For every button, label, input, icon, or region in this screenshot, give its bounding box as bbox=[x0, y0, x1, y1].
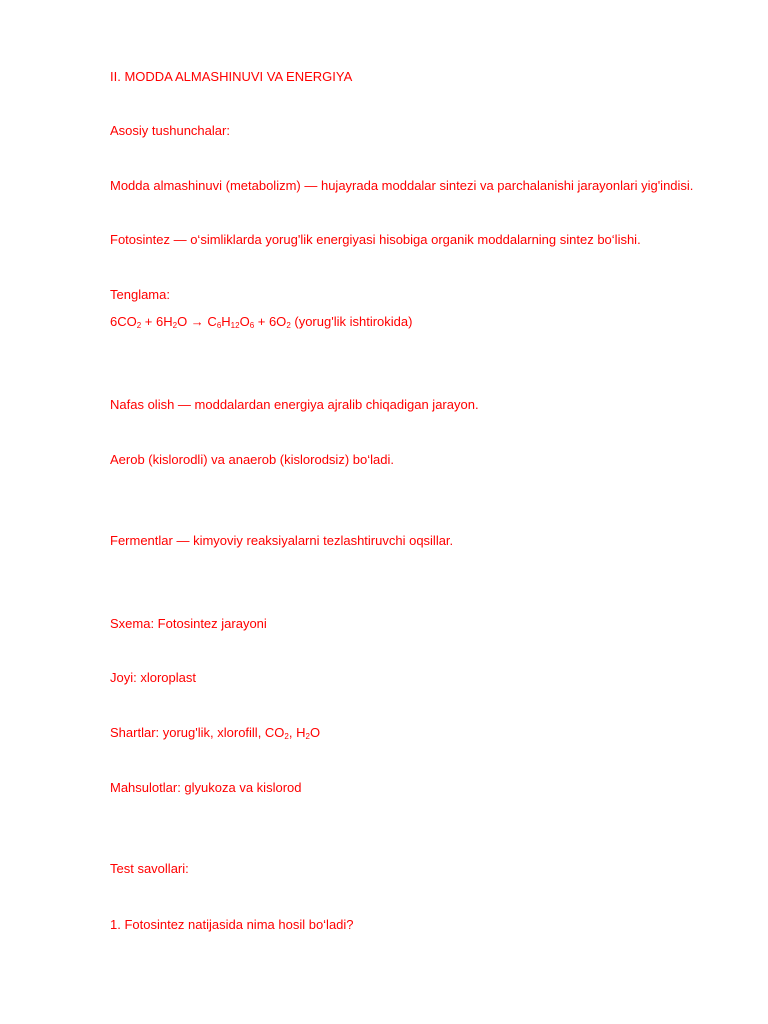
conditions-h2o-subscript: 2 bbox=[305, 732, 310, 741]
basics-heading: Asosiy tushunchalar: bbox=[110, 123, 230, 138]
respiration-types: Aerob (kislorodli) va anaerob (kislorodsiz) bo‘ladi. bbox=[110, 452, 394, 467]
equation-water-prefix: + 6H bbox=[141, 314, 173, 329]
equation-carbon-subscript: 6 bbox=[216, 321, 222, 330]
scheme-title: Sxema: Fotosintez jarayoni bbox=[110, 616, 267, 631]
equation-co2: 6CO bbox=[110, 314, 137, 329]
products-line: Mahsulotlar: glyukoza va kislorod bbox=[110, 780, 302, 795]
test-heading: Test savollari: bbox=[110, 861, 189, 876]
enzymes-definition: Fermentlar — kimyoviy reaksiyalarni tezlashtiruvchi oqsillar. bbox=[110, 533, 454, 548]
metabolism-definition: Modda almashinuvi (metabolizm) — hujayrada moddalar sintezi va parchalanishi jarayonlari yig'indisi. bbox=[110, 178, 694, 193]
conditions-co2-subscript: 2 bbox=[284, 732, 289, 741]
conditions-line bbox=[110, 725, 320, 741]
conditions-suffix: O bbox=[309, 725, 321, 740]
question-1: 1. Fotosintez natijasida nima hosil bo‘ladi? bbox=[110, 917, 354, 932]
equation-note: (yorug'lik ishtirokida) bbox=[290, 314, 413, 329]
photosynthesis-definition: Fotosintez — o‘simliklarda yorug'lik energiyasi hisobiga organik moddalarning sintez bo‘lishi. bbox=[110, 232, 641, 247]
equation-o2: + 6O bbox=[254, 314, 287, 329]
location-line: Joyi: xloroplast bbox=[110, 670, 196, 685]
equation-oxygen: O bbox=[239, 314, 250, 329]
equation-hydrogen: H bbox=[221, 314, 231, 329]
equation-hydrogen-subscript: 12 bbox=[230, 321, 240, 330]
equation-co2-subscript: 2 bbox=[136, 321, 142, 330]
respiration-definition: Nafas olish — moddalardan energiya ajralib chiqadigan jarayon. bbox=[110, 397, 479, 412]
equation-heading: Tenglama: bbox=[110, 287, 170, 302]
equation-o2-subscript: 2 bbox=[286, 321, 291, 330]
conditions-middle: , H bbox=[288, 725, 306, 740]
equation-oxygen-subscript: 6 bbox=[249, 321, 255, 330]
section-title: II. MODDA ALMASHINUVI VA ENERGIYA bbox=[110, 69, 353, 84]
photosynthesis-equation bbox=[110, 314, 412, 330]
equation-arrow: O → C bbox=[177, 314, 217, 329]
equation-water-subscript: 2 bbox=[172, 321, 178, 330]
conditions-prefix: Shartlar: yorug'lik, xlorofill, CO bbox=[110, 725, 285, 740]
